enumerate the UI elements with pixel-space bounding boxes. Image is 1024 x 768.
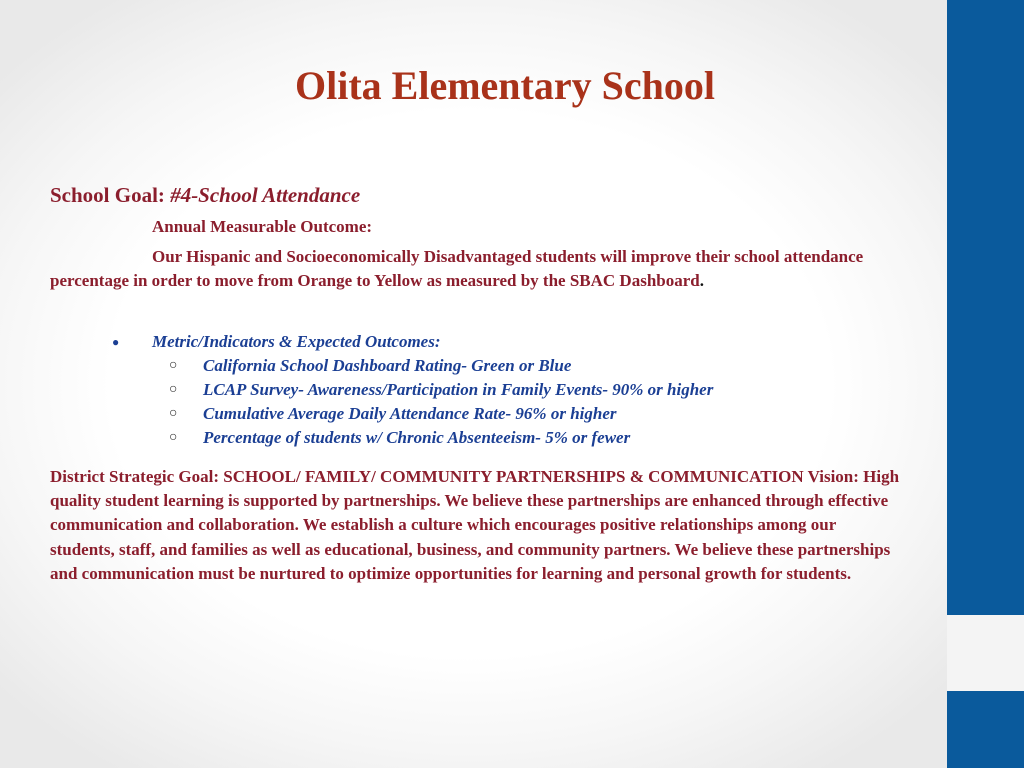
slide-title: Olita Elementary School: [295, 63, 715, 108]
hollow-bullet-icon: ○: [169, 430, 178, 445]
hollow-bullet-icon: ○: [169, 382, 178, 397]
school-goal-name: #4-School Attendance: [170, 183, 361, 207]
district-strategic-goal: District Strategic Goal: SCHOOL/ FAMILY/ COMMUNITY PARTNERSHIPS & COMMUNICATION Vision: High quality student learning is supported by partnerships. We believe these partnerships are enhanced through effective communication and collaboration. We establish a culture which encourages positive relationships among our students, staff, and families as well as educational, business, and community partners. We believe these partnerships and communication must be nurtured to optimize opportunities for learning and personal growth for students.: [50, 467, 900, 583]
metric-item: [112, 354, 912, 378]
filled-bullet-icon: ●: [112, 334, 120, 349]
side-accent-gap: [947, 615, 1024, 691]
metric-item-text: California School Dashboard Rating- Green or Blue: [203, 356, 572, 375]
metric-item-text: Percentage of students w/ Chronic Absenteeism- 5% or fewer: [203, 428, 631, 447]
metric-item: [112, 402, 912, 426]
side-accent-bar-bottom: [947, 691, 1024, 768]
metrics-heading-row: [112, 330, 912, 354]
metrics-list: [112, 354, 912, 450]
annual-measurable-outcome-text: [50, 245, 910, 293]
outcome-end-mark: .: [699, 271, 704, 290]
annual-measurable-outcome-label: Annual Measurable Outcome:: [152, 217, 373, 236]
school-goal-line: [50, 181, 360, 209]
metric-item: [112, 378, 912, 402]
metric-item-text: LCAP Survey- Awareness/Participation in Family Events- 90% or higher: [203, 380, 714, 399]
metrics-heading: Metric/Indicators & Expected Outcomes:: [152, 332, 441, 351]
outcome-statement: Our Hispanic and Socioeconomically Disadvantaged students will improve their school attendance percentage in order to move from Orange to Yellow as measured by the SBAC Dashboard: [50, 247, 864, 290]
school-goal-label: School Goal:: [50, 183, 171, 207]
hollow-bullet-icon: ○: [169, 358, 178, 373]
metric-item: [112, 426, 912, 450]
metrics-section: [112, 330, 912, 450]
hollow-bullet-icon: ○: [169, 406, 178, 421]
metric-item-text: Cumulative Average Daily Attendance Rate- 96% or higher: [203, 404, 617, 423]
